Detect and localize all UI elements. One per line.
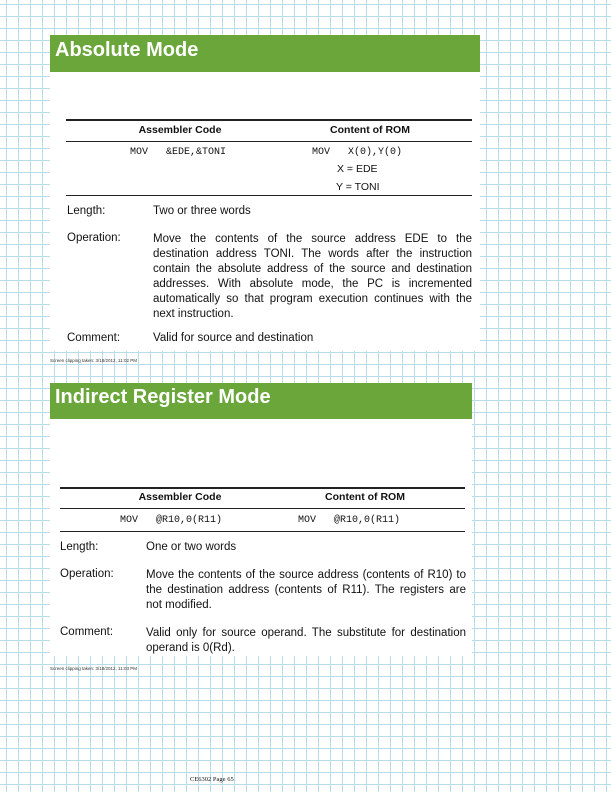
operation-text: Move the contents of the source address EDE to the destination address TONI. The words after the instruction contain the absolute address of the source and destination addresses. With absolute mode, the PC is incremented automatically so that program execution continues with the next instruction.	[153, 233, 472, 320]
table-header-rule	[66, 141, 472, 142]
comment-text: Valid only for source operand. The substitute for destination operand is 0(Rd).	[146, 627, 466, 654]
table-header-rule	[60, 508, 465, 509]
assembler-code: MOV &EDE,&TONI	[130, 147, 227, 158]
table-bottom-rule	[60, 531, 465, 532]
section-title: Absolute Mode	[50, 35, 480, 72]
comment-label: Comment:	[60, 626, 114, 638]
operation-label: Operation:	[67, 232, 121, 244]
rom-content-header: Content of ROM	[325, 491, 405, 503]
operation-label: Operation:	[60, 568, 114, 580]
length-text: One or two words	[146, 541, 237, 553]
table-top-rule	[60, 487, 465, 489]
length-label: Length:	[67, 205, 106, 217]
comment-label: Comment:	[67, 332, 121, 344]
page-footer: CE6302 Page 65	[190, 776, 234, 783]
table-bottom-rule	[66, 195, 472, 196]
indirect-register-mode-clipping	[50, 383, 472, 656]
rom-line-2: X = EDE	[337, 163, 378, 175]
comment-text: Valid for source and destination	[153, 332, 314, 344]
assembler-code-header: Assembler Code	[138, 491, 222, 503]
screen-clipping-caption: Screen clipping taken: 3/18/2012, 11:03 PM	[50, 666, 137, 671]
section-title: Indirect Register Mode	[50, 383, 472, 419]
absolute-mode-clipping	[50, 35, 480, 351]
length-label: Length:	[60, 541, 99, 553]
operation-text: Move the contents of the source address (contents of R10) to the destination address (contents of R11). The registers are not modified.	[146, 569, 466, 611]
rom-line-3: Y = TONI	[336, 181, 380, 193]
rom-line: MOV @R10,0(R11)	[298, 515, 401, 526]
rom-content-header: Content of ROM	[330, 124, 410, 136]
screen-clipping-caption: Screen clipping taken: 3/18/2012, 11:02 PM	[50, 358, 137, 363]
assembler-code: MOV @R10,0(R11)	[120, 515, 223, 526]
table-top-rule	[66, 119, 472, 121]
length-text: Two or three words	[153, 205, 251, 217]
assembler-code-header: Assembler Code	[138, 124, 222, 136]
rom-line-1: MOV X(0),Y(0)	[312, 147, 403, 158]
